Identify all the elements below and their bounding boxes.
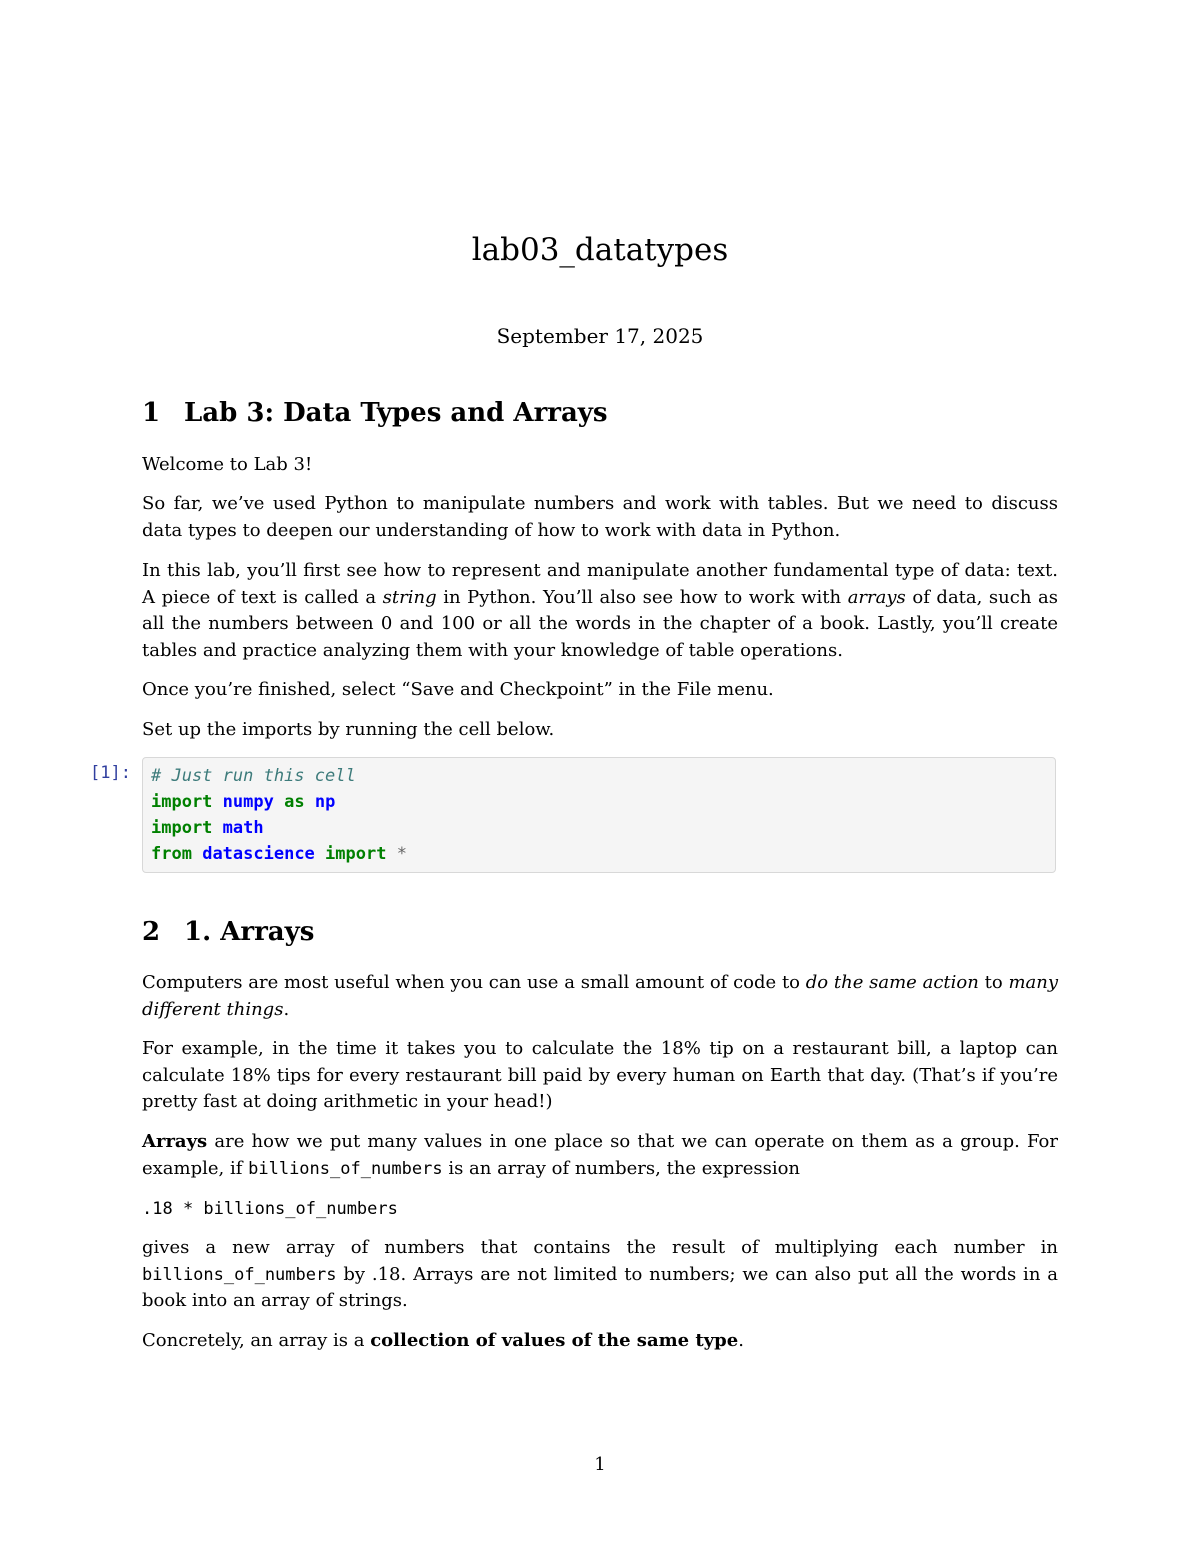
- concrete-definition-paragraph: [142, 1328, 1058, 1355]
- multiply-explanation-paragraph: [142, 1235, 1058, 1315]
- keyword-import: import: [151, 792, 213, 812]
- code-cell[interactable]: [142, 757, 1056, 873]
- save-instruction: Once you’re finished, select “Save and Checkpoint” in the File menu.: [142, 679, 774, 700]
- computers-text-a: Computers are most useful when you can use a small amount of code to: [142, 972, 806, 993]
- section-2-title: 1. Arrays: [184, 917, 315, 947]
- expression-code: .18 * billions_of_numbers: [142, 1199, 398, 1219]
- module-name: math: [222, 818, 264, 838]
- section-2-paragraph-3: [142, 1129, 1058, 1182]
- section-1-heading-block: [142, 396, 1058, 430]
- section-2-paragraph-5: [142, 1328, 1058, 1355]
- operator-star: *: [396, 844, 407, 864]
- computers-text-c: .: [283, 998, 290, 1020]
- code-line-1: [151, 763, 1047, 789]
- arrays-definition-paragraph: [142, 1129, 1058, 1182]
- code-line-4: [151, 841, 1047, 867]
- section-1-paragraph-3: [142, 558, 1058, 664]
- overview-text-b: in Python. You’ll also see how to work with: [436, 586, 848, 608]
- section-1-paragraph-2: [142, 491, 1058, 544]
- keyword-as: as: [284, 792, 305, 812]
- section-2-paragraph-1: [142, 970, 1058, 1023]
- multiply-text-b: by .18. Arrays are not limited to numbers; we can also put all the words in a book into an array of strings.: [142, 1263, 1058, 1312]
- module-name: datascience: [202, 844, 315, 864]
- setup-instruction: Set up the imports by running the cell below.: [142, 719, 555, 740]
- inline-code-variable: billions_of_numbers: [248, 1158, 443, 1179]
- module-name: numpy: [222, 792, 274, 812]
- lab-overview-paragraph: [142, 558, 1058, 664]
- multiply-text-a: gives a new array of numbers that contains the result of multiplying each number in: [142, 1237, 1058, 1258]
- computers-text-b: to: [978, 972, 1009, 993]
- overview-text-c: of data, such as all the numbers between 0 and 100 or all the words in the chapter of a book. Lastly, you’ll create tables and practice analyzing them with your knowledge of table operations.: [142, 586, 1058, 661]
- page-number: 1: [594, 1454, 606, 1475]
- welcome-text: Welcome to Lab 3!: [142, 454, 313, 475]
- document-date: September 17, 2025: [496, 324, 704, 348]
- inline-code-variable: billions_of_numbers: [142, 1264, 337, 1285]
- code-line-2: [151, 789, 1047, 815]
- section-2-paragraph-4: [142, 1235, 1058, 1315]
- arrays-text-a: are how we put many values in one place so that we can operate on them as a group. For example, if: [142, 1131, 1058, 1179]
- section-1-paragraph-4: [142, 677, 1058, 704]
- overview-emphasis-string: string: [382, 586, 437, 608]
- arrays-bold-term: Arrays: [142, 1131, 208, 1152]
- arrays-text-b: is an array of numbers, the expression: [442, 1157, 801, 1179]
- computers-emphasis-2: many different things: [142, 972, 1058, 1020]
- code-line-3: [151, 815, 1047, 841]
- section-1-heading: [142, 396, 1058, 430]
- concrete-bold-term: collection of values of the same type: [370, 1330, 739, 1351]
- section-2-heading-block: [142, 915, 1058, 949]
- computers-paragraph: [142, 970, 1058, 1023]
- section-1-paragraph-5: [142, 717, 1058, 744]
- section-1-title: Lab 3: Data Types and Arrays: [184, 398, 608, 428]
- overview-emphasis-arrays: arrays: [847, 586, 906, 608]
- cell-prompt: [1]:: [90, 763, 131, 783]
- keyword-from: from: [151, 844, 192, 864]
- overview-text-a: In this lab, you’ll first see how to represent and manipulate another fundamental type of data: text. A piece of text is called a: [142, 560, 1058, 608]
- section-1-paragraph-1: [142, 452, 1058, 479]
- section-2-heading: [142, 915, 1058, 949]
- section-2-number: 2: [142, 917, 161, 947]
- tip-example-paragraph: For example, in the time it takes you to calculate the 18% tip on a restaurant bill, a laptop can calculate 18% tips for every restaurant bill paid by every human on Earth that day. (That’s if you’re pretty fast at doing arithmetic in your head!): [142, 1038, 1058, 1113]
- document-title: lab03_datatypes: [471, 232, 729, 268]
- concrete-text-a: Concretely, an array is a: [142, 1330, 371, 1351]
- keyword-import: import: [325, 844, 387, 864]
- keyword-import: import: [151, 818, 213, 838]
- code-comment: # Just run this cell: [151, 766, 356, 786]
- section-1-number: 1: [142, 398, 161, 428]
- section-2-code-expression: [142, 1196, 1058, 1223]
- section-2-paragraph-2: [142, 1036, 1058, 1116]
- module-alias: np: [314, 792, 336, 812]
- intro-paragraph: So far, we’ve used Python to manipulate numbers and work with tables. But we need to discuss data types to deepen our understanding of how to work with data in Python.: [142, 493, 1058, 541]
- computers-emphasis-1: do the same action: [805, 972, 979, 993]
- concrete-text-b: .: [738, 1330, 744, 1351]
